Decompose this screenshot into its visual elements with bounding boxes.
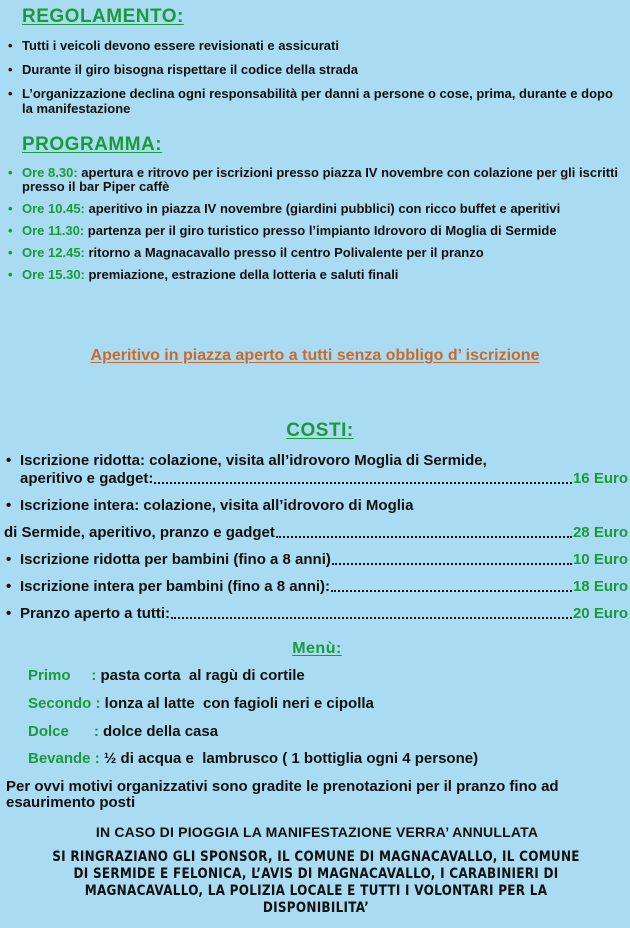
list-item (4, 551, 628, 569)
list-item: • Durante il giro bisogna rispettare il codice della strada (6, 62, 620, 77)
dot-leader (331, 590, 572, 592)
menu-dish: dolce della casa (103, 723, 219, 740)
menu-course: Bevande : (28, 750, 104, 767)
list-item (4, 497, 628, 542)
costi-heading: COSTI: (286, 420, 354, 441)
reservation-note: Per ovvi motivi organizzativi sono gradite le prenotazioni per il pranzo fino ad esaurimento posti (6, 778, 559, 811)
thanks-text: SI RINGRAZIANO GLI SPONSOR, IL COMUNE DI MAGNACAVALLO, IL COMUNE DI SERMIDE E FELONICA, L’AVIS DI MAGNACAVALLO, I CARABINIERI DI MAGNACAVALLO, LA POLIZIA LOCALE E TUTTI I VOLONTARI PER LA DISPONIBILITA’ (52, 849, 580, 916)
schedule-text: ritorno a Magnacavallo presso il centro Polivalente per il pranzo (84, 245, 484, 260)
list-item (4, 578, 628, 596)
list-item: • L’organizzazione declina ogni responsabilità per danni a persone o cose, prima, durante e dopo la manifestazione (6, 86, 620, 116)
cost-description: • Iscrizione intera: colazione, visita all’idrovoro di Moglia (20, 497, 414, 514)
costi-list (4, 452, 628, 632)
cost-row (20, 578, 628, 596)
list-item (6, 166, 620, 194)
menu-item (28, 750, 478, 767)
schedule-text: partenza per il giro turistico presso l’impianto Idrovoro di Moglia di Sermide (84, 223, 557, 238)
schedule-time: Ore 10.45: (22, 201, 85, 216)
cost-row (20, 470, 628, 488)
cost-row (20, 551, 628, 569)
cost-label: • Iscrizione ridotta per bambini (fino a 8 anni) (20, 551, 331, 568)
list-item (6, 246, 620, 260)
list-item (6, 268, 620, 282)
dot-leader (154, 482, 572, 484)
dot-leader (332, 563, 572, 565)
list-item (4, 605, 628, 623)
menu-heading: Menù: (292, 640, 342, 657)
list-item: • Tutti i veicoli devono essere revisionati e assicurati (6, 38, 620, 53)
schedule-time: Ore 15.30: (22, 267, 85, 282)
menu-item (28, 723, 218, 740)
cost-price: 16 Euro (572, 470, 628, 487)
schedule-time: Ore 8.30: (22, 165, 78, 180)
schedule-text: premiazione, estrazione della lotteria e saluti finali (84, 267, 399, 282)
programma-list (6, 166, 620, 290)
cost-row (4, 524, 628, 542)
menu-dish: lonza al latte con fagioli neri e cipolla (104, 695, 374, 712)
schedule-time: Ore 11.30: (22, 223, 85, 238)
rain-notice: IN CASO DI PIOGGIA LA MANIFESTAZIONE VERRA’ ANNULLATA (95, 824, 539, 840)
cost-row (20, 605, 628, 623)
menu-item (28, 695, 374, 712)
regolamento-list (6, 38, 620, 125)
cost-label: aperitivo e gadget: (20, 470, 154, 487)
menu-course: Secondo : (28, 695, 105, 712)
schedule-text: apertura e ritrovo per iscrizioni presso piazza IV novembre con colazione per gli iscritti presso il bar Piper caffè (22, 165, 619, 194)
schedule-text: aperitivo in piazza IV novembre (giardini pubblici) con ricco buffet e aperitivi (84, 201, 561, 216)
menu-dish: ½ di acqua e lambrusco ( 1 bottiglia ogni 4 persone) (103, 750, 479, 767)
list-item (4, 452, 628, 488)
cost-label: • Iscrizione intera per bambini (fino a 8 anni): (20, 578, 331, 595)
cost-description: • Iscrizione ridotta: colazione, visita all’idrovoro Moglia di Sermide, (20, 452, 487, 469)
dot-leader (171, 617, 572, 619)
cost-label: • Pranzo aperto a tutti: (20, 605, 171, 622)
programma-heading: PROGRAMMA: (22, 134, 163, 155)
cost-price: 28 Euro (572, 524, 628, 541)
list-item (6, 224, 620, 238)
schedule-time: Ore 12.45: (22, 245, 85, 260)
regolamento-heading: REGOLAMENTO: (22, 6, 184, 27)
cost-label: di Sermide, aperitivo, pranzo e gadget (4, 524, 275, 541)
menu-course: Dolce : (28, 723, 104, 740)
menu-course: Primo : (28, 667, 101, 684)
dot-leader (276, 536, 572, 538)
menu-dish: pasta corta al ragù di cortile (100, 667, 305, 684)
menu-item (28, 667, 305, 684)
list-item (6, 202, 620, 216)
cost-price: 10 Euro (572, 551, 628, 568)
aperitivo-note: Aperitivo in piazza aperto a tutti senza obbligo d’ iscrizione (90, 347, 540, 364)
cost-price: 18 Euro (572, 578, 628, 595)
cost-price: 20 Euro (572, 605, 628, 622)
